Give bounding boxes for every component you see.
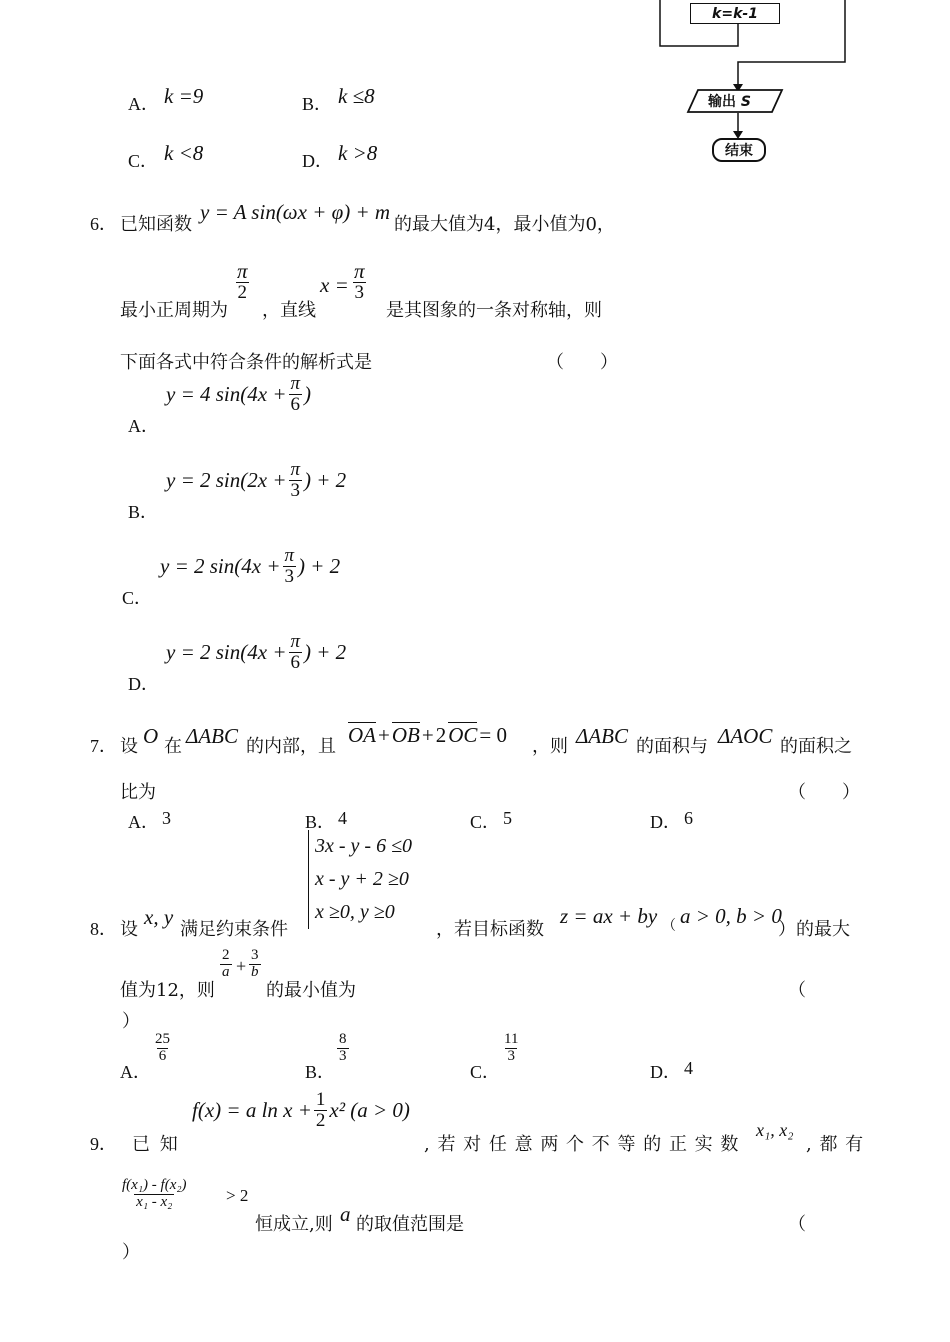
flowchart-output-box [708,91,751,111]
q8-option-b-frac: $\frac{8}{3}$ [339,1031,347,1064]
q5-option-b-label: B． [302,94,333,114]
q8-text-1: 设 [120,919,138,940]
q9-ineq-den: x₁ - x₂ [136,1193,173,1210]
q7-text-2: 在 [164,736,182,757]
q7-vector-oc: OC [448,723,478,747]
q7-triangle-aoc: ΔAOC [718,724,773,748]
q8-cond-close: ）的最大 [778,919,850,940]
q7-option-b-value: 4 [338,808,347,828]
q8-objective: z = ax + by [560,904,658,928]
q7-number: 7． [90,736,117,756]
q6-option-a-post: ) [304,381,312,406]
q6-stem-func: y = A sin(ωx + φ) + m [200,200,391,224]
q6-period-den: 2 [237,282,248,304]
q8-fraction-3-over-b: $\frac{3}{b}$ [251,947,259,980]
q6-stem-post: 的最大值为4，最小值为0， [394,214,615,235]
q7-triangle-abc: ΔABC [186,724,238,748]
q5-option-b-expr: k ≤8 [338,84,375,108]
q8-constraint-2: x - y + 2 ≥0 [315,868,409,890]
q7-option-c-value: 5 [503,808,512,828]
q7-text-6: 的面积之 [780,736,852,757]
q9-text-5: 的取值范围是 [356,1214,464,1235]
q8-number: 8． [90,919,117,939]
flowchart-output-var: S [740,94,751,110]
q8-constraint-3: x ≥0, y ≥0 [315,901,395,923]
q9-vars: x₁, x₂ [756,1120,794,1140]
q7-vector-oa: OA [348,723,376,747]
q9-text-1: 已 知 [132,1134,180,1155]
q5-option-a-label: A． [128,94,159,114]
q6-option-d-frac: $\frac{\pi}{6}$ [290,631,301,673]
q6-option-b-pre: y = 2 sin(2x + [166,467,287,492]
q8-constraint-1: 3x - y - 6 ≤0 [315,835,413,857]
q9-func-pre: f(x) = a ln x + [192,1097,312,1122]
q7-text-4: ，则 [532,736,568,757]
q9-inequality-frac [120,1178,189,1211]
q8-paren-close: ） [122,1011,140,1031]
q7-option-c-label: C． [470,812,501,832]
q9-text-3: , 都 有 [806,1134,865,1155]
q6-option-c-frac: $\frac{\pi}{3}$ [284,545,295,587]
q6-option-b-frac: $\frac{\pi}{3}$ [290,459,301,501]
q6-axis-den: 3 [354,282,365,304]
q6-option-c-post: ) + 2 [298,553,341,578]
q5-option-c-expr: k <8 [164,141,204,165]
q6-period-num: π [237,259,248,283]
q9-text-2: , 若 对 任 意 两 个 不 等 的 正 实 数 [424,1134,740,1155]
q7-equals-zero: = 0 [479,722,507,747]
q7-text-5: 的面积与 [636,736,708,757]
q8-line2-post: 的最小值为 [266,980,356,1001]
q5-option-d-expr: k >8 [338,141,378,165]
q6-line2-pre: 最小正周期为 [120,300,228,321]
q6-option-c-label: C． [122,588,153,608]
q7-vector-equation: OA + OB + 2 OC = 0 [348,722,507,747]
flowchart-assign-label: k=k-1 [712,5,758,22]
q8-condition: a > 0, b > 0 [680,904,782,928]
q6-option-d-label: D． [128,674,159,694]
q7-text-1: 设 [120,736,138,757]
q8-text-3: ，若目标函数 [436,919,544,940]
q8-constraint-system [308,830,412,929]
q8-option-a-label: A． [120,1062,151,1082]
q9-ineq-rhs: > 2 [226,1186,249,1205]
q7-option-a-label: A． [128,812,159,832]
q6-option-a-expr [166,374,311,415]
flowchart-assign-box [690,3,780,24]
q7-option-b-label: B． [305,812,336,832]
q8-option-c-frac: $\frac{11}{3}$ [504,1031,519,1064]
q7-triangle-abc-2: ΔABC [576,724,628,748]
q9-function [192,1090,410,1131]
q6-option-b-post: ) + 2 [304,467,347,492]
q6-line2-post: 是其图象的一条对称轴，则 [386,300,602,321]
flowchart-output-label: 输出 [708,94,736,110]
q7-line2: 比为 [120,782,156,803]
q6-option-c-pre: y = 2 sin(4x + [160,553,281,578]
q8-option-d-label: D． [650,1062,681,1082]
q5-option-a-expr: k =9 [164,84,204,108]
q7-option-a-value: 3 [162,808,171,828]
q5-option-c-label: C． [128,151,159,171]
q6-line3: 下面各式中符合条件的解析式是 [120,352,372,373]
q9-half-frac: $\frac{1}{2}$ [315,1089,326,1131]
flowchart-end-label: 结束 [725,143,753,159]
q6-option-a-frac: $\frac{\pi}{6}$ [290,373,301,415]
q9-text-4: 恒成立,则 [255,1214,333,1235]
q8-paren-open: （ [788,980,806,1000]
q5-option-d-label: D． [302,151,333,171]
q7-option-d-value: 6 [684,808,693,828]
q6-axis-fraction [352,260,367,303]
q8-fraction-2-over-a: $\frac{2}{a}$ [222,947,230,980]
q7-text-3: 的内部，且 [246,736,336,757]
q9-paren-close: ） [122,1242,140,1262]
q7-coefficient: 2 [435,722,447,747]
q8-cond-open: （ [662,919,676,934]
q6-option-c-expr [160,546,340,587]
q6-line2-mid: ，直线 [262,300,316,321]
q9-ineq-num: f(x₁) - f(x₂) [122,1177,187,1193]
q7-vector-ob: OB [391,723,420,747]
q8-plus: + [236,956,247,976]
q7-option-d-label: D． [650,812,681,832]
q8-text-2: 满足约束条件 [180,919,288,940]
q6-axis-num: π [354,259,365,283]
q9-number: 9． [90,1134,117,1154]
q9-var-a: a [340,1202,351,1226]
q6-answer-paren: （ ） [546,352,618,372]
q8-option-b-label: B． [305,1062,336,1082]
flowchart-end-box [712,138,766,162]
q7-point-o: O [143,724,159,748]
q6-option-d-pre: y = 2 sin(4x + [166,639,287,664]
q6-option-a-label: A． [128,416,159,436]
q6-stem-pre: 已知函数 [120,214,192,235]
q9-func-post: x² (a > 0) [329,1097,410,1122]
q8-option-c-label: C． [470,1062,501,1082]
q6-option-b-expr [166,460,346,501]
q8-vars: x, y [144,905,174,929]
q6-option-a-pre: y = 4 sin(4x + [166,381,287,406]
q8-option-a-frac: $\frac{25}{6}$ [155,1031,170,1064]
q6-option-b-label: B． [128,502,159,522]
q9-paren-open: （ [788,1214,806,1234]
q7-answer-paren: （ ） [788,782,860,802]
q8-line2-pre: 值为12，则 [120,980,215,1001]
q8-option-d-value: 4 [684,1058,693,1078]
q6-option-d-post: ) + 2 [304,639,347,664]
q6-period-fraction [235,260,250,303]
q6-option-d-expr [166,632,346,673]
q6-number: 6． [90,214,117,234]
q6-axis-var: x = [320,273,349,297]
